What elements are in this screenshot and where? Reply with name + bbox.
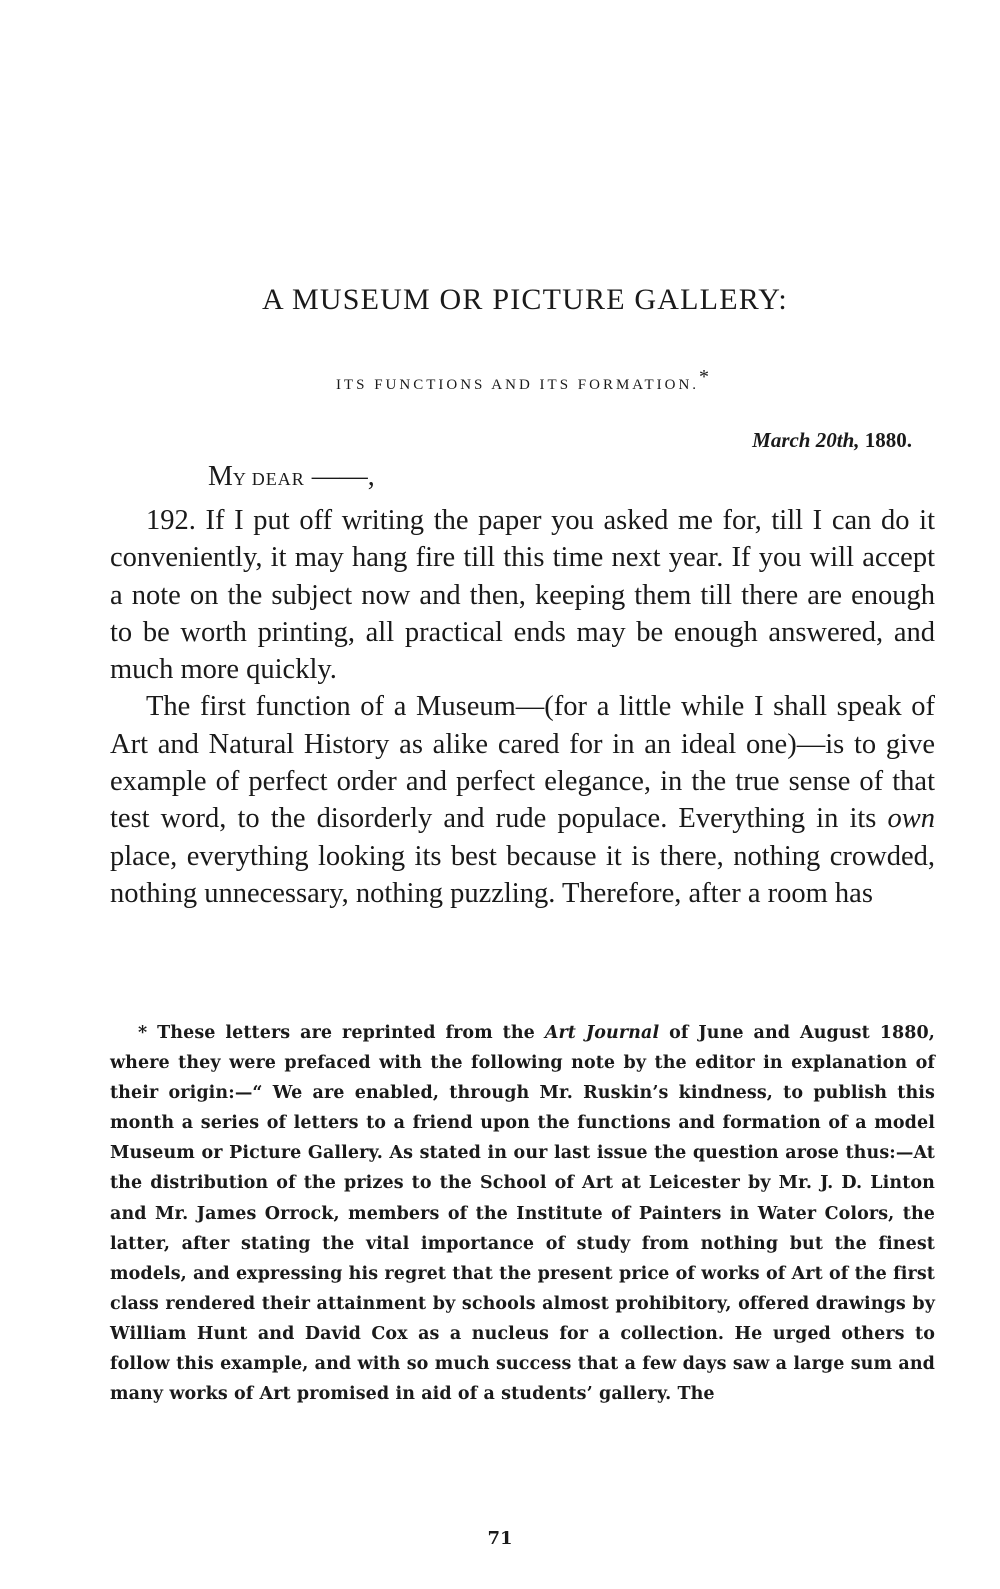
chapter-subtitle bbox=[0, 366, 1000, 394]
salutation-initial: M bbox=[208, 461, 233, 492]
date-year: 1880. bbox=[864, 428, 912, 452]
paragraph-192: 192. If I put off writing the paper you asked me for, till I can do it conveniently, it may hang fire till this time next year. If you will accept a note on the subject now and then, keeping them till there are enough to be worth printing, all practical ends may be enough answered, and much more quickly. bbox=[110, 505, 935, 686]
footnote-rest: of June and August 1880, where they were prefaced with the following note by the editor in explanation of their origin:—“ We are enabled, through Mr. Ruskin’s kindness, to publish this month a series of letters to a friend upon the functions and formation of a model Museum or Picture Gallery. As stated in our last issue the question arose thus:—At the distribution of the prizes to the School of Art at Leicester by Mr. J. D. Linton and Mr. James Orrock, members of the Institute of Painters in Water Colors, the latter, after stating the vital importance of study from nothing but the finest models, and expressing his regret that the present price of works of Art of the first class rendered their attainment by schools almost prohibitory, offered drawings by William Hunt and David Cox as a nucleus for a collection. He urged others to follow this example, and with so much success that a few days saw a large sum and many works of Art promised in aid of a students’ gallery. The bbox=[110, 1023, 936, 1405]
salutation-dash: ——, bbox=[304, 461, 375, 492]
footnote-text bbox=[110, 1018, 935, 1409]
footnote-marker: * bbox=[699, 366, 710, 388]
paragraph-text: The first function of a Museum—(for a little while I shall speak of Art and Natural History as alike cared for in an ideal one)—is to give example of perfect order and perfect elegance, in the true sense of that test word, to the disorderly and rude populace. Everything in its bbox=[110, 691, 935, 835]
salutation-smallcaps: Y DEAR bbox=[232, 469, 305, 489]
emphasis-own: own bbox=[887, 803, 935, 835]
letter-date bbox=[752, 428, 912, 453]
journal-title: Art Journal bbox=[544, 1023, 660, 1043]
salutation bbox=[208, 461, 375, 493]
subtitle-text: ITS FUNCTIONS AND ITS FORMATION. bbox=[335, 377, 700, 393]
chapter-title: A MUSEUM OR PICTURE GALLERY: bbox=[262, 283, 788, 316]
paragraph-museum-function bbox=[110, 688, 935, 912]
date-day: March 20th, bbox=[752, 428, 860, 452]
footnote bbox=[110, 1018, 935, 1409]
page-number: 71 bbox=[487, 1528, 513, 1549]
footnote-lead: * These letters are reprinted from the bbox=[138, 1023, 545, 1043]
paragraph-text: place, everything looking its best because it is there, nothing crowded, nothing unnecessary, nothing puzzling. Therefore, after a room has bbox=[110, 840, 935, 909]
body-text bbox=[110, 502, 935, 912]
